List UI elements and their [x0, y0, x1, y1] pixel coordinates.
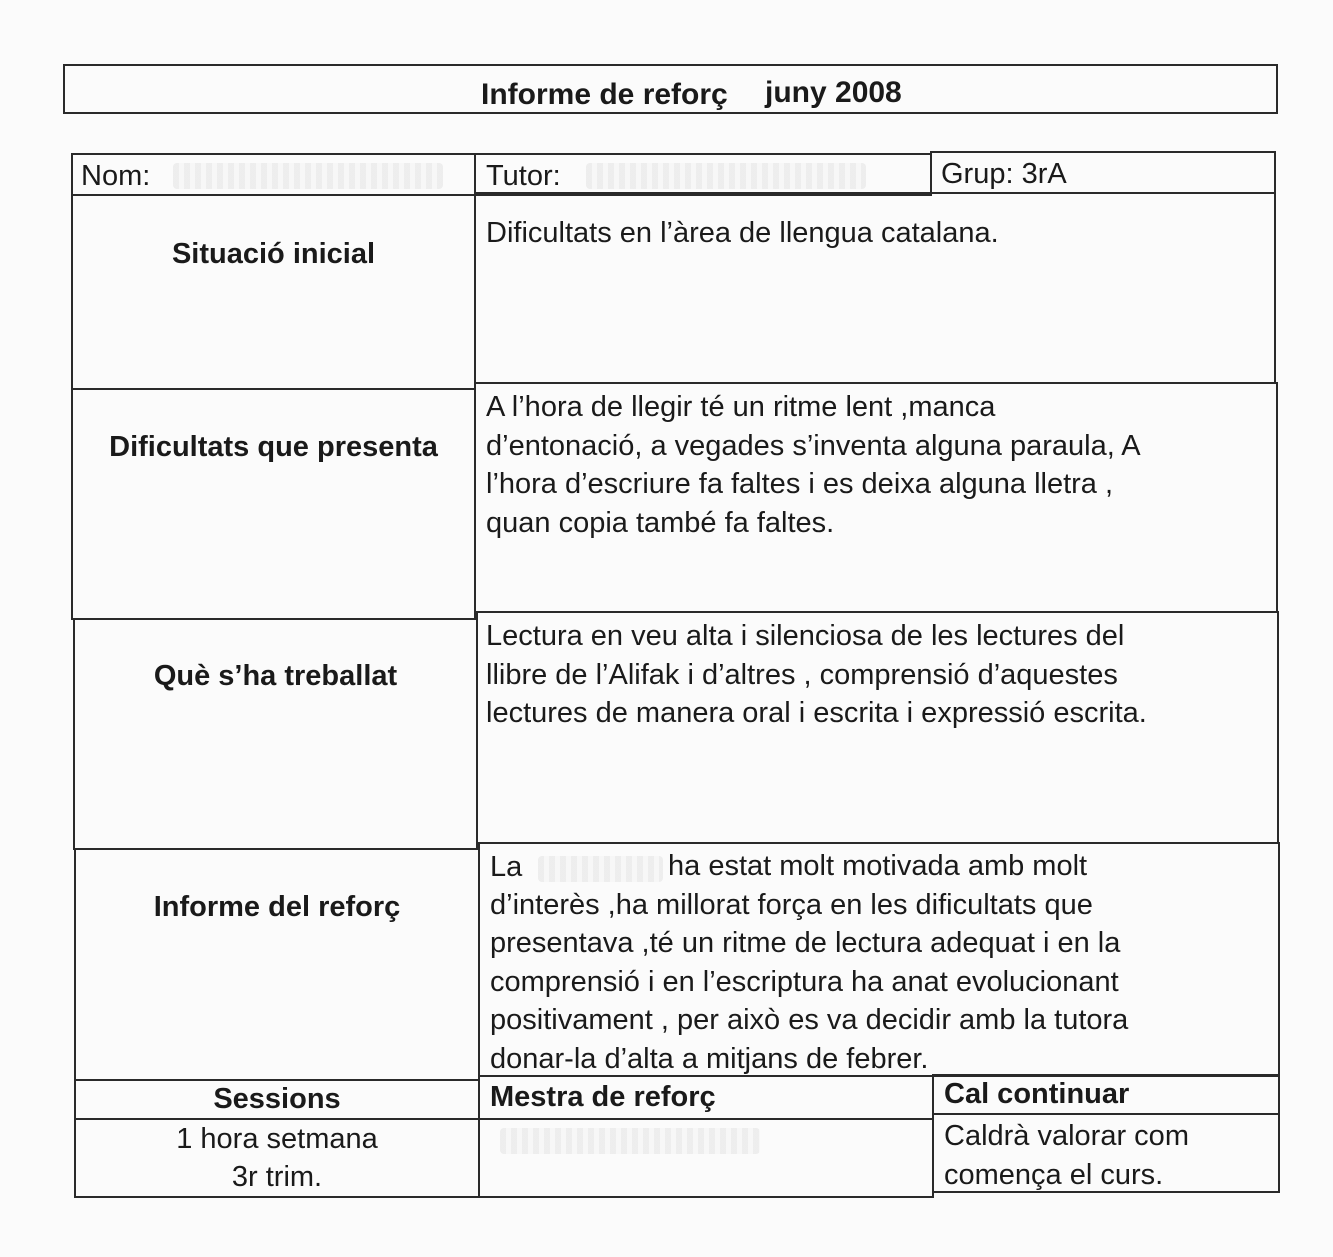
continue-header-cell [932, 1074, 1280, 1115]
continue-value: Caldrà valorar com comença el curs. [944, 1120, 1189, 1191]
section-label-initial: Situació inicial [171, 238, 376, 270]
sessions-header: Sessions [213, 1083, 341, 1115]
section-content-initial: Dificultats en l’àrea de llengua catalana. [486, 217, 999, 249]
section-label-worked: Què s’ha treballat [153, 660, 398, 692]
tutor-cell [474, 153, 932, 196]
section-label-report: Informe del reforç [153, 891, 401, 923]
teacher-name-redaction [500, 1128, 760, 1154]
section-label-difficulties: Dificultats que presenta [109, 431, 438, 463]
report-content-start: La [490, 851, 523, 883]
section-content-cell-difficulties [474, 382, 1278, 613]
name-redaction [173, 163, 443, 189]
section-content-worked: Lectura en veu alta i silenciosa de les lectures del llibre de l’Alifak i d’altres , comprensió d’aquestes lectures de manera oral i escrita i expressió escrita. [486, 620, 1147, 729]
teacher-header-cell [478, 1075, 934, 1120]
section-content-report: ha estat molt motivada amb molt d’interès ,ha millorat força en les dificultats que presentava ,té un ritme de lectura adequat i en la comprensió i en l’escriptura ha anat evolucionant positivament , per això es va decidir amb la tutora donar-la d’alta a mitjans de febrer. [490, 850, 1129, 1075]
section-label-cell-worked [73, 618, 478, 850]
section-content-cell-worked [476, 611, 1279, 844]
tutor-label: Tutor: [486, 160, 561, 192]
section-label-cell-initial [71, 194, 476, 390]
continue-value-cell [932, 1113, 1280, 1193]
tutor-redaction [586, 163, 866, 189]
section-content-difficulties: A l’hora de llegir té un ritme lent ,manca d’entonació, a vegades s’inventa alguna paraula, A l’hora d’escriure fa faltes i es deixa alguna lletra , quan copia també fa faltes. [486, 391, 1141, 539]
section-content-cell-report [478, 842, 1280, 1077]
report-header [63, 64, 1278, 114]
report-date: juny 2008 [765, 76, 902, 109]
section-label-cell-difficulties [71, 388, 476, 620]
section-content-cell-initial [474, 192, 1276, 384]
name-cell [71, 153, 476, 196]
teacher-value-cell [478, 1118, 934, 1198]
sessions-value-line2: 3r trim. [231, 1161, 323, 1193]
group-label: Grup: 3rA [941, 158, 1067, 190]
continue-header: Cal continuar [944, 1078, 1130, 1110]
sessions-value-line1: 1 hora setmana [176, 1123, 378, 1155]
group-cell [930, 151, 1276, 194]
teacher-header: Mestra de reforç [490, 1081, 716, 1113]
section-label-cell-report [74, 848, 480, 1081]
name-label: Nom: [81, 160, 151, 192]
report-title: Informe de reforç [481, 78, 728, 111]
sessions-value-cell [74, 1118, 480, 1198]
sessions-header-cell [74, 1079, 480, 1120]
